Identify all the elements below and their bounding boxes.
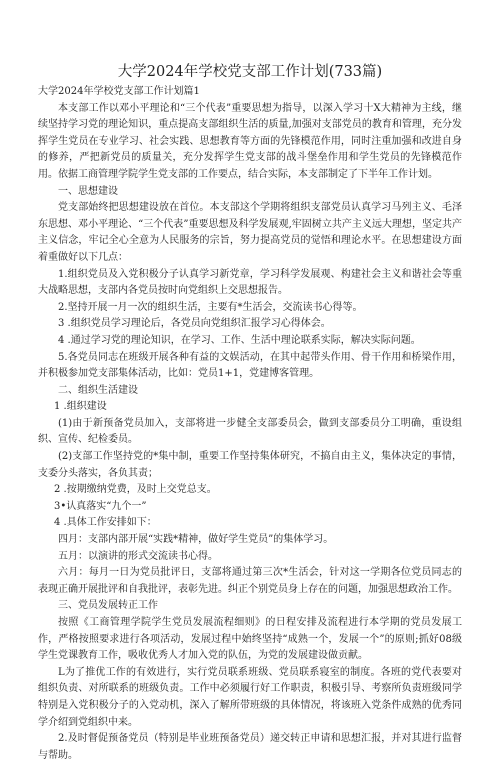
section-2-subheading: 1 .组织建设 — [54, 401, 107, 413]
section-1-item: 3 .组织党员学习理论后，各党员向党组织汇报学习心得体会。 — [58, 318, 331, 330]
section-1-item: 4 .通过学习党的理论知识，在学习、工作、生活中理论联系实际，解决实际问题。 — [58, 334, 421, 346]
section-3-heading: 三、党员发展转正工作 — [58, 600, 158, 612]
section-1-item: 2.坚持开展一月一次的组织生活，主要有*生活会，交流读书心得等。 — [58, 301, 363, 313]
section-1-item: 1.组织党员及入党积极分子认真学习新党章，学习科学发展观、构建社会主义和谐社会等重大战略思想，支部内各党员按时向党组织上交思想报告。 — [38, 268, 462, 297]
section-1-item: 5.各党员同志在班级开展各种有益的文娱活动，在其中起带头作用、骨干作用和桥梁作用，并积极参加党支部集体活动，比如：党员1+1，党建博客管理。 — [38, 351, 462, 380]
intro-paragraph: 本支部工作以邓小平理论和“三个代表”重要思想为指导，以深入学习十X大精神为主线，继续坚持学习党的理论知识，重点提高支部组织生活的质量,加强对支部党员的教育和管理，充分发挥学生党员在专业学习、社会实践、思想教育等方面的先锋模范作用，同时注重加强和改进自身的修养，严把新党员的质量关，充分发挥学生党支部的战斗堡垒作用和学生党员的先锋模范作用。依据工商管理学院学生党支部的工作要点，结合实际，本支部制定了下半年工作计划。 — [38, 102, 462, 180]
document-title: 大学2024年学校党支部工作计划(733篇) — [117, 64, 383, 80]
schedule-june: 六月：每月一日为党员批评日，支部将通过第三次*生活会，针对这一学期各位党员同志的表现正确开展批评和自我批评，表彰先进。纠正个别党员身上存在的问题，加强思想政治工作。 — [38, 567, 462, 595]
section-2-subheading: 2 .按期缴纳党费，及时上交党总支。 — [54, 484, 217, 496]
section-1-paragraph: 党支部始终把思想建设放在首位。本支部这个学期将组织支部党员认真学习马列主义、毛泽东思想、邓小平理论、“三个代表”重要思想及科学发展观,牢固树立共产主义远大理想，坚定共产主义信念，牢记全心全意为人民服务的宗旨，努力提高党员的觉悟和理论水平。在思想建设方面着重做好以下几点： — [38, 202, 462, 263]
section-3-paragraph: 2.及时督促预备党员（特别是毕业班预备党员）递交转正申请和思想汇报，并对其进行监督与帮助。 — [38, 733, 462, 761]
section-3-paragraph: 按照《工商管理学院学生党员发展流程细则》的日程安排及流程进行本学期的党员发展工作，严格按照要求进行各项活动，发展过程中始终坚持“成熟一个，发展一个”的原则;抓好08级学生党课教育工作，吸收优秀人才加入党的队伍，为党的发展建设做贡献。 — [38, 617, 462, 662]
section-1-heading: 一、思想建设 — [58, 185, 118, 197]
section-2-paragraph: (2)支部工作坚持党的*集中制，重要工作坚持集体研究，不搞自由主义，集体决定的事情，支委分头落实，各负其责； — [38, 451, 462, 479]
section-3-paragraph: L为了推优工作的有效进行，实行党员联系班级、党员联系寝室的制度。各班的党代表要对组织负责、对所联系的班级负责。工作中必须履行好工作职责，积极引导、考察所负责班级同学特别是入党积极分子的入党动机，深入了解所带班级的具体情况，将该班入党条件成熟的优秀同学介绍到党组织中来。 — [38, 666, 462, 728]
section-2-paragraph: (1)由于新预备党员加入，支部将进一步健全支部委员会，做到支部委员分工明确，重设组织、宣传、纪检委员。 — [38, 417, 462, 446]
section-2-subheading: 4 .具体工作安排如下： — [54, 517, 157, 529]
document-subtitle: 大学2024年学校党支部工作计划篇1 — [38, 86, 200, 97]
schedule-april: 四月：支部内部开展“实践*精神，做好学生党员”的集体学习。 — [58, 534, 334, 546]
schedule-may: 五月：以演讲的形式交流读书心得。 — [58, 550, 218, 562]
section-2-heading: 二、组织生活建设 — [58, 384, 138, 396]
section-2-subheading: 3•认真落实“九个一” — [54, 500, 147, 512]
